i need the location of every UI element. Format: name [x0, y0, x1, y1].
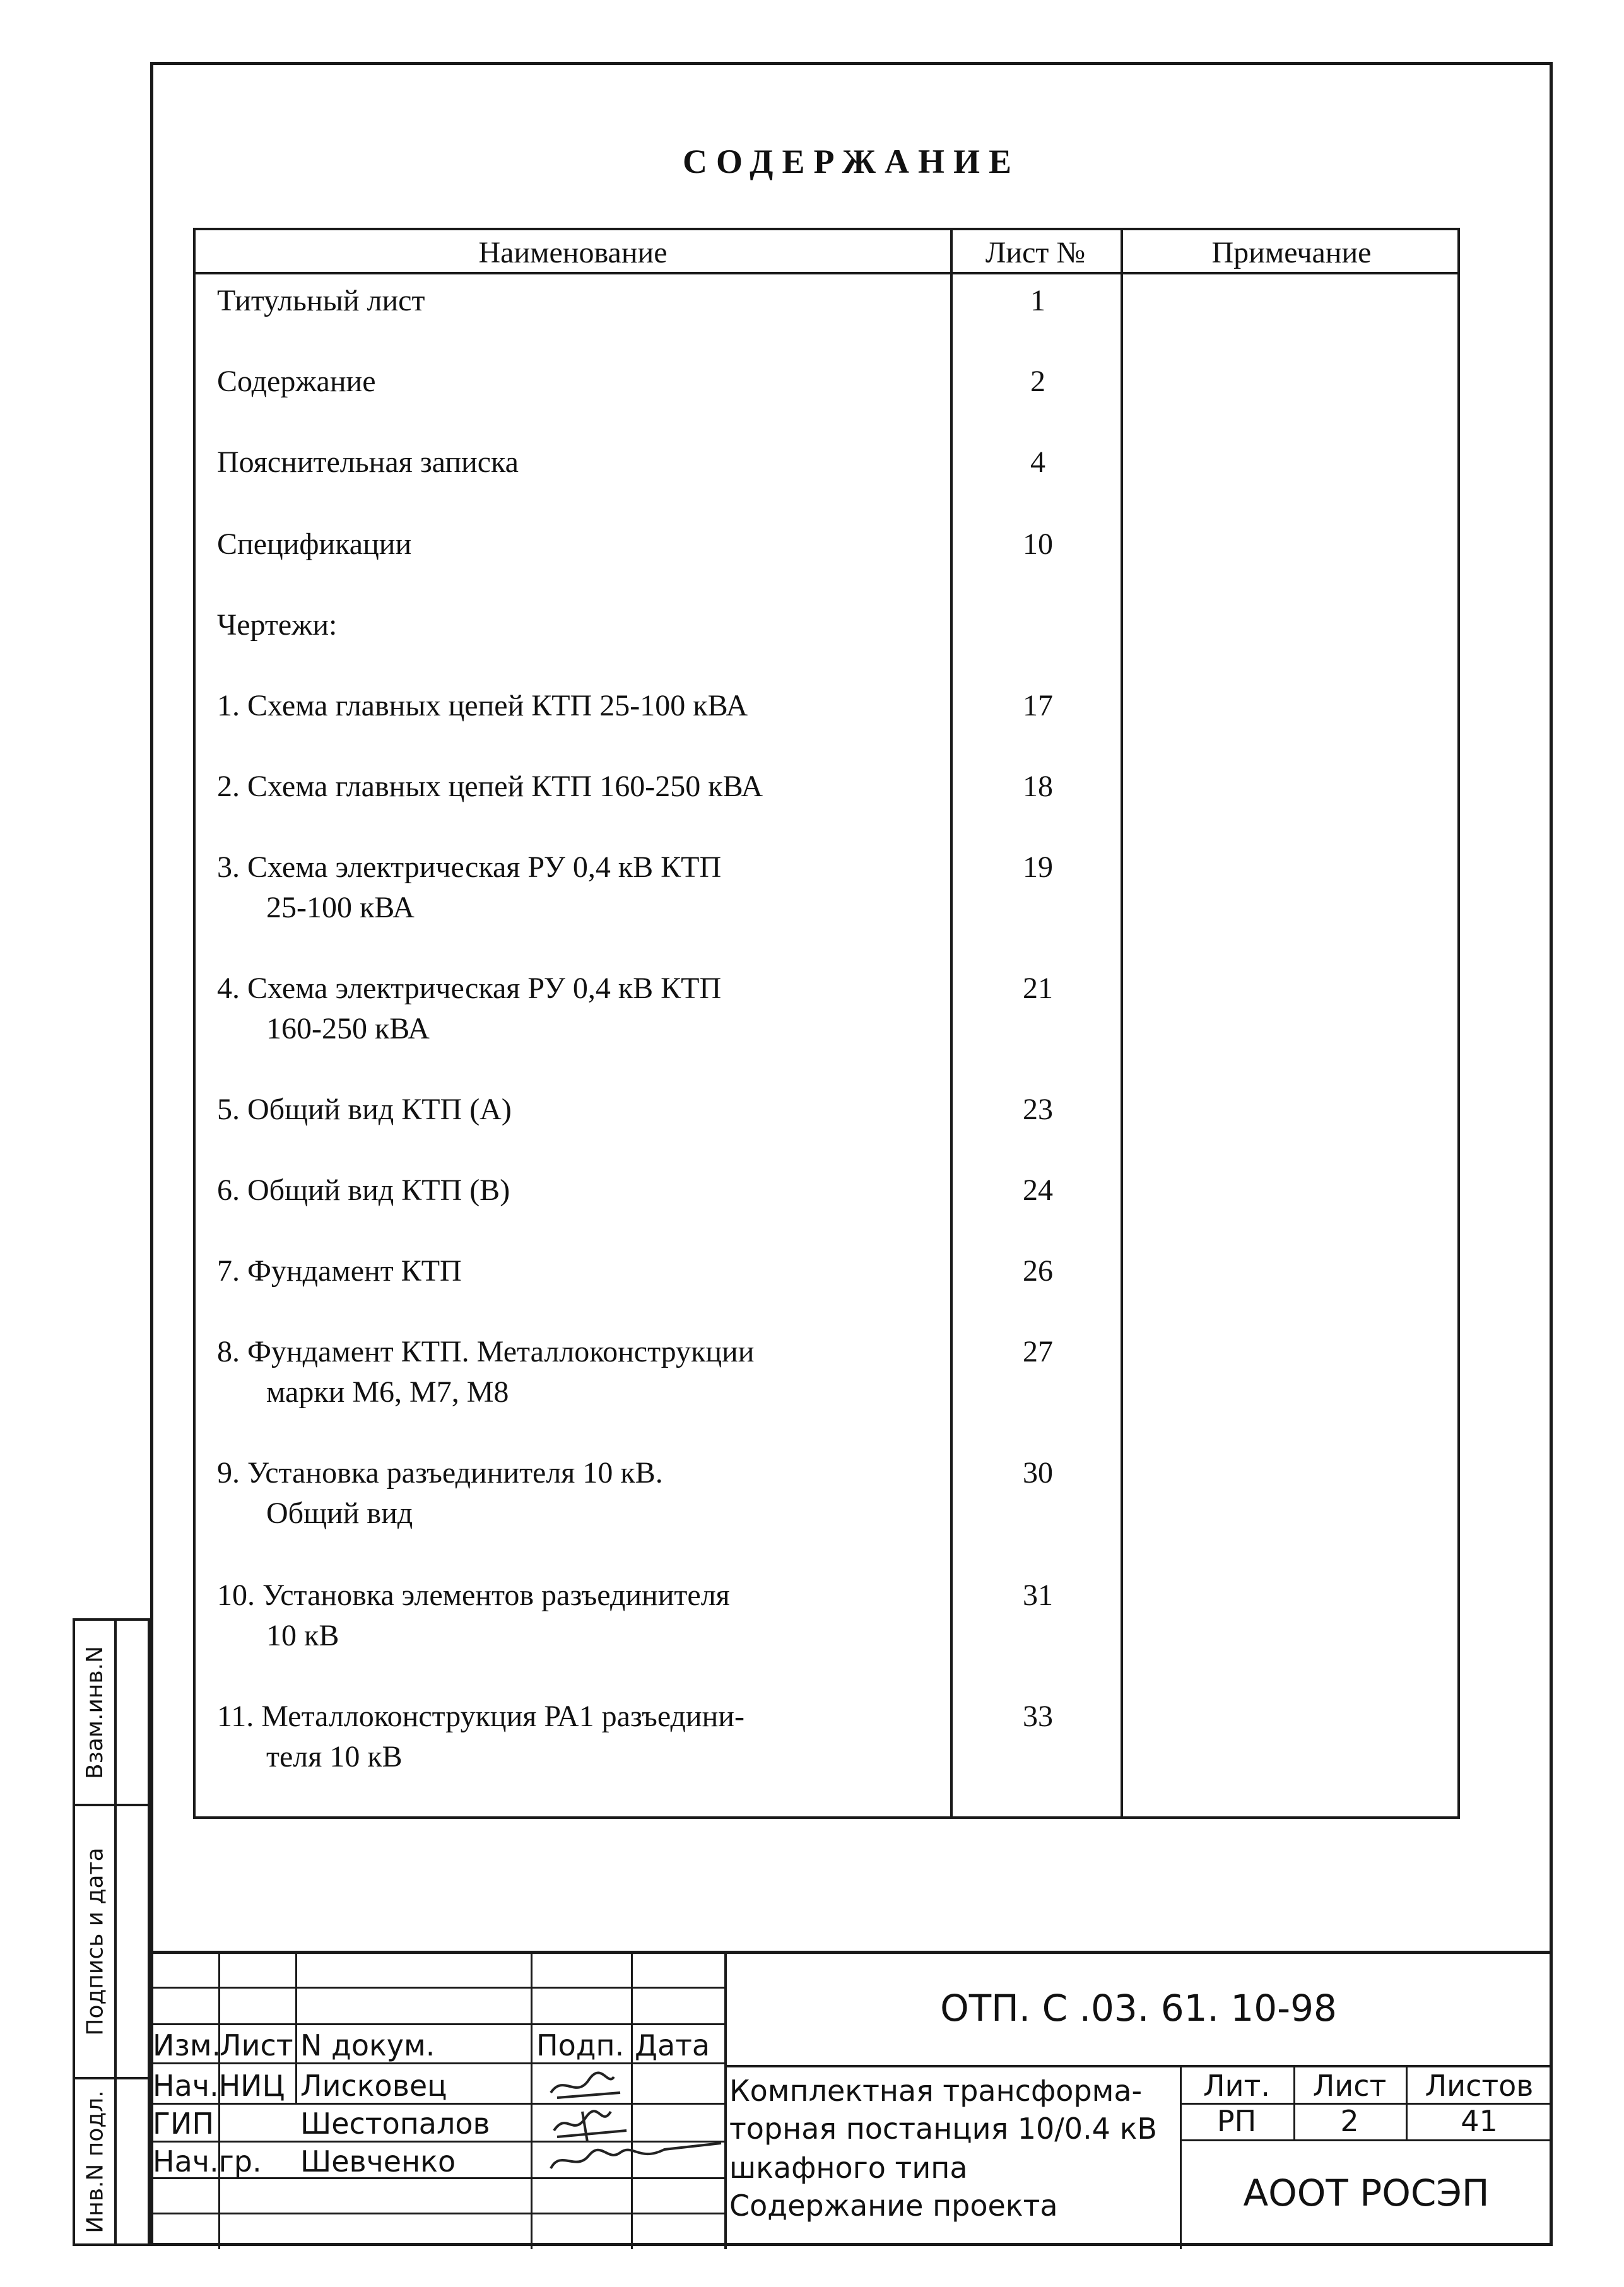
toc-item-line: Пояснительная записка — [217, 445, 519, 479]
toc-item-sheet: 26 — [1023, 1254, 1053, 1288]
col-izm: Изм. — [153, 2028, 221, 2062]
col-list: Лист — [220, 2028, 293, 2062]
toc-item-sheet: 24 — [1023, 1173, 1053, 1207]
toc-item-line: 10. Установка элементов разъединителя — [217, 1579, 730, 1612]
toc-item-sheet: 23 — [1023, 1093, 1053, 1126]
toc-item-line: 1. Схема главных цепей КТП 25-100 кВА — [217, 689, 748, 722]
stamp-inv — [73, 2077, 150, 2246]
toc-item-line: 11. Металлоконструкция РА1 разъедини- — [217, 1700, 744, 1733]
toc-item-line: Чертежи: — [217, 608, 338, 642]
toc-item-sheet: 1 — [1030, 284, 1045, 317]
toc-item-line: 25-100 кВА — [266, 891, 415, 924]
role-2: ГИП — [153, 2107, 215, 2141]
contents-table — [193, 228, 1460, 1819]
toc-item-sheet: 4 — [1030, 445, 1045, 479]
role-1: Нач.НИЦ — [153, 2069, 285, 2103]
sheets-value: 41 — [1461, 2104, 1498, 2138]
header-note: Примечание — [1211, 236, 1372, 269]
title-block — [150, 1951, 1553, 2246]
toc-item-sheet: 30 — [1023, 1456, 1053, 1490]
toc-item-name — [217, 1575, 936, 1656]
stamp-inv-label: Инв.N подл. — [82, 2090, 109, 2233]
toc-item-line: 6. Общий вид КТП (В) — [217, 1173, 510, 1207]
toc-item-line: 5. Общий вид КТП (А) — [217, 1093, 512, 1126]
toc-item-name — [217, 1170, 936, 1211]
role-3: Нач.гр. — [153, 2144, 262, 2178]
toc-item-line: 3. Схема электрическая РУ 0,4 кВ КТП — [217, 850, 722, 884]
toc-item-sheet: 10 — [1023, 527, 1053, 561]
col-ndoc: N докум. — [300, 2028, 435, 2062]
toc-item-name — [217, 1251, 936, 1291]
toc-item-name — [217, 281, 936, 321]
toc-item-name — [217, 767, 936, 807]
toc-item-line: 2. Схема главных цепей КТП 160-250 кВА — [217, 770, 763, 803]
header-sheet: Лист № — [985, 236, 1086, 269]
person-1: Лисковец — [300, 2069, 447, 2103]
document-code: ОТП. С .03. 61. 10-98 — [940, 1987, 1337, 2030]
toc-item-name — [217, 442, 936, 483]
toc-item-line: 9. Установка разъединителя 10 кВ. — [217, 1456, 663, 1490]
toc-item-line: Титульный лист — [217, 284, 425, 317]
toc-item-name — [217, 968, 936, 1049]
stamp-vzam-label: Взам.инв.N — [82, 1645, 109, 1779]
toc-item-line: 4. Схема электрическая РУ 0,4 кВ КТП — [217, 972, 722, 1005]
toc-item-name — [217, 847, 936, 928]
person-2: Шестопалов — [300, 2107, 490, 2141]
toc-item-name — [217, 605, 936, 645]
toc-item-sheet: 18 — [1023, 770, 1053, 803]
toc-item-line: Содержание — [217, 365, 376, 398]
toc-item-name — [217, 1332, 936, 1413]
sheet-value: 2 — [1340, 2104, 1359, 2138]
toc-item-line: 160-250 кВА — [266, 1012, 430, 1045]
toc-item-name — [217, 686, 936, 726]
sheet-label: Лист — [1312, 2069, 1387, 2103]
signatures — [538, 2067, 727, 2181]
toc-item-line: 7. Фундамент КТП — [217, 1254, 462, 1288]
toc-item-sheet: 19 — [1023, 850, 1053, 884]
person-3: Шевченко — [300, 2144, 456, 2178]
document-title: СОДЕРЖАНИЕ — [683, 143, 1020, 180]
toc-item-name — [217, 1090, 936, 1130]
toc-item-line: марки М6, М7, М8 — [266, 1375, 509, 1409]
toc-item-name — [217, 1696, 936, 1777]
toc-item-line: Спецификации — [217, 527, 412, 561]
description-line-4: Содержание проекта — [729, 2189, 1058, 2223]
organization: АООТ РОСЭП — [1243, 2172, 1490, 2214]
toc-item-sheet: 2 — [1030, 365, 1045, 398]
toc-item-name — [217, 524, 936, 565]
toc-item-line: 10 кВ — [266, 1619, 339, 1652]
lit-value: РП — [1216, 2104, 1257, 2138]
lit-label: Лит. — [1203, 2069, 1270, 2103]
toc-item-line: Общий вид — [266, 1496, 413, 1530]
toc-item-sheet: 21 — [1023, 972, 1053, 1005]
header-name: Наименование — [478, 236, 668, 269]
toc-item-sheet: 17 — [1023, 689, 1053, 722]
toc-item-sheet: 31 — [1023, 1579, 1053, 1612]
toc-item-line: 8. Фундамент КТП. Металлоконструкции — [217, 1335, 755, 1368]
description-line-3: шкафного типа — [729, 2151, 968, 2185]
stamp-vzam — [73, 1618, 150, 1806]
toc-item-line: теля 10 кВ — [266, 1740, 403, 1773]
stamp-podpis-label: Подпись и дата — [82, 1847, 109, 2036]
toc-item-name — [217, 362, 936, 402]
toc-item-sheet: 33 — [1023, 1700, 1053, 1733]
toc-item-name — [217, 1453, 936, 1534]
toc-item-sheet: 27 — [1023, 1335, 1053, 1368]
col-podp: Подп. — [536, 2028, 625, 2062]
description-line-2: торная постанция 10/0.4 кВ — [729, 2112, 1157, 2146]
col-data: Дата — [635, 2028, 710, 2062]
description-line-1: Комплектная трансформа- — [729, 2074, 1143, 2108]
sheets-label: Листов — [1425, 2069, 1534, 2103]
stamp-podpis — [73, 1804, 150, 2079]
